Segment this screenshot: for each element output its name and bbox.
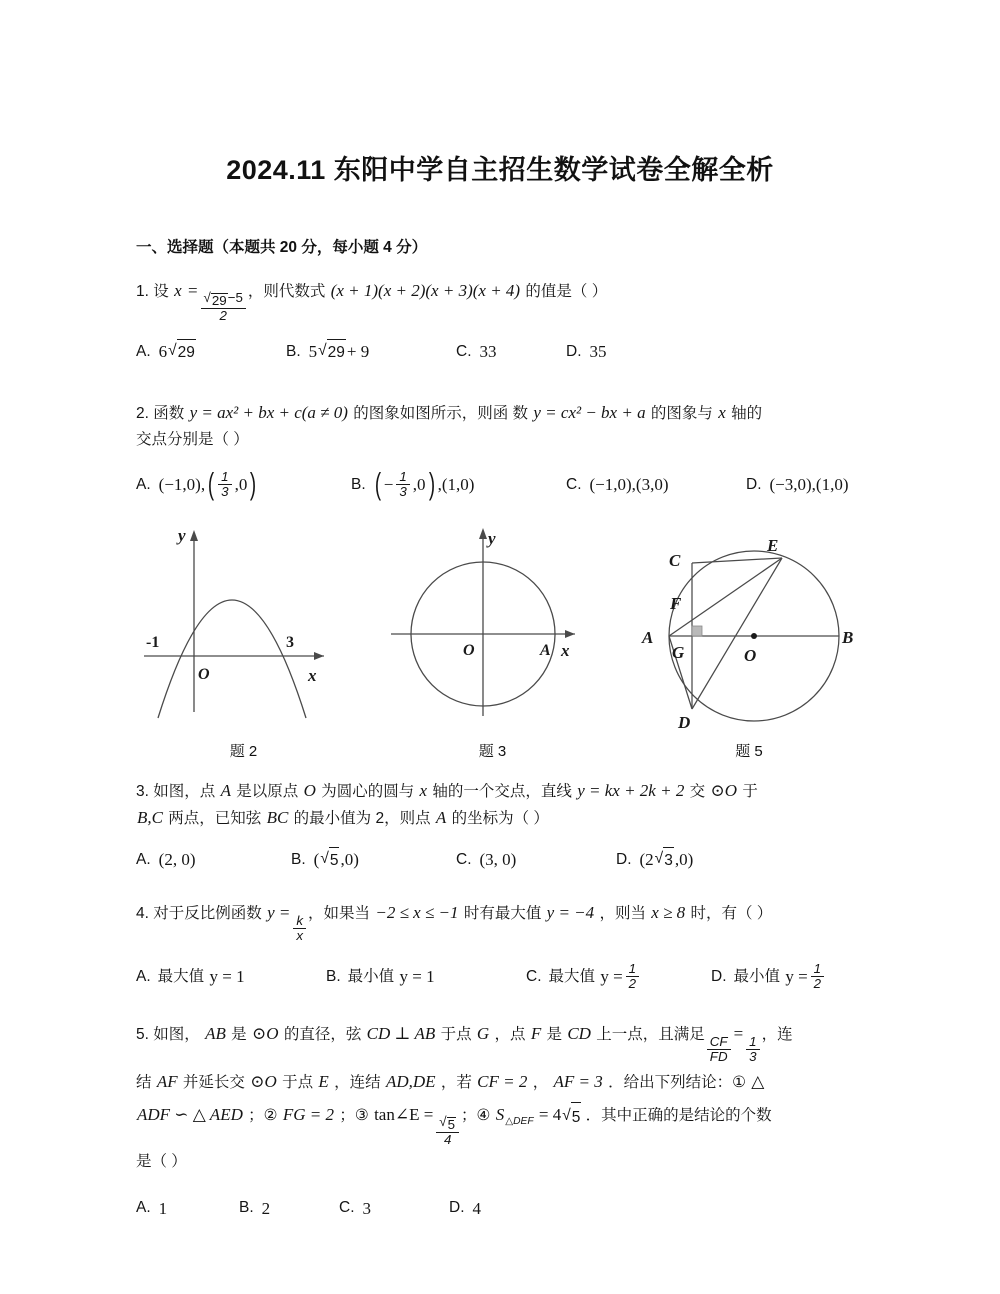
q5-point-g: G xyxy=(476,1024,490,1044)
x-axis-arrow xyxy=(565,630,575,638)
q5-conclusion-4-subscript: △DEF xyxy=(505,1115,534,1127)
sqrt-icon: √ 5 xyxy=(439,1114,456,1132)
q2-function-1: y = ax² + bx + c(a ≠ 0) xyxy=(189,403,348,423)
question-3-stem xyxy=(136,777,864,832)
parabola-curve xyxy=(158,600,306,718)
q3-option-a[interactable]: A. (2, 0) xyxy=(136,849,196,869)
q3-line2c: 的最小值为 2，则点 xyxy=(293,810,431,828)
right-angle-mark xyxy=(692,626,702,636)
figures-row xyxy=(136,516,864,761)
q5-l2a: 结 xyxy=(136,1073,152,1091)
q4-line-c: 时有最大值 xyxy=(463,905,542,923)
q2-line1c: 的图象与 xyxy=(650,405,713,423)
point-e-label: E xyxy=(767,535,779,555)
q5-l3e: ．其中正确的是结论的个数 xyxy=(585,1106,772,1124)
question-3-options xyxy=(136,846,864,874)
center-point-dot xyxy=(751,633,757,639)
q1-equals: = xyxy=(187,281,198,300)
q5-option-a[interactable]: A. 1 xyxy=(136,1198,168,1218)
parabola-diagram xyxy=(136,516,351,731)
origin-label: O xyxy=(463,641,475,659)
q1-lead: 设 xyxy=(153,283,169,300)
q1-option-b[interactable]: B. 5 √ 29 + 9 xyxy=(286,338,456,366)
q4-fraction-k-over-x: $\frac{k}{x}$ xyxy=(293,914,306,944)
q2-option-d[interactable]: D. (−3,0),(1,0) xyxy=(746,475,849,495)
point-f-label: F xyxy=(670,593,682,613)
q5-l2f: ， xyxy=(532,1073,549,1091)
question-4 xyxy=(136,899,864,991)
q3-chord-bc: BC xyxy=(266,808,289,828)
q5-segments-ad-de: AD,DE xyxy=(385,1071,436,1091)
q3-option-d[interactable]: D. (2 √ 3 ,0) xyxy=(616,846,694,874)
q5-l2d: ，连结 xyxy=(334,1073,381,1091)
q2-line2: 交点分别是（ ） xyxy=(136,430,249,448)
q5-l1g: 上一点，且满足 xyxy=(596,1026,705,1044)
q5-l1a: 如图， xyxy=(153,1026,200,1044)
q5-l2b: 并延长交 xyxy=(182,1073,245,1091)
q5-cf-value: CF = 2 xyxy=(477,1071,528,1091)
q3-line2d: 的坐标为（ ） xyxy=(451,810,549,828)
q3-number: 3. xyxy=(136,782,149,800)
q5-chord-cd: CD xyxy=(567,1024,591,1044)
q3-line1f: 于 xyxy=(742,782,758,800)
q4-line-a: 对于反比例函数 xyxy=(153,905,262,923)
figure-2-caption: 题 2 xyxy=(229,742,258,760)
circle-axes-diagram xyxy=(385,516,600,731)
q1-option-a[interactable]: A. 6 √ 29 xyxy=(136,338,286,366)
question-1 xyxy=(136,277,864,365)
q5-l2e: ，若 xyxy=(440,1073,472,1091)
q3-line1b: 是以原点 xyxy=(236,782,299,800)
question-4-stem xyxy=(136,899,864,943)
segment-CE xyxy=(692,558,782,563)
q2-line1d: 轴的 xyxy=(731,405,763,423)
question-1-stem xyxy=(136,277,864,324)
q2-option-a[interactable]: A. (−1,0), ( $\frac{1}{3}$ ,0 ) xyxy=(136,467,257,501)
section-heading: 一、选择题（本题共 20 分，每小题 4 分） xyxy=(136,239,428,256)
q5-ratio-value: $\frac{1}{3}$ xyxy=(746,1035,759,1065)
q4-range-1: −2 ≤ x ≤ −1 xyxy=(375,903,459,923)
segment-AE xyxy=(669,558,782,636)
q4-option-c[interactable]: C. 最大值 y = $\frac{1}{2}$ xyxy=(526,962,711,992)
q2-var-x: x xyxy=(718,403,726,423)
q3-line-equation: y = kx + 2k + 2 xyxy=(577,780,685,800)
y-axis-arrow xyxy=(479,528,487,539)
q3-point-o: O xyxy=(303,780,316,800)
figure-question-5 xyxy=(634,516,864,761)
q3-line2b: 两点，已知弦 xyxy=(168,810,262,828)
q5-l1d: 于点 xyxy=(440,1026,472,1044)
q5-point-f: F xyxy=(530,1024,542,1044)
question-1-options xyxy=(136,338,864,366)
q2b-tuple: ( − $\frac{1}{3}$ ,0 ) xyxy=(374,467,435,501)
q3-line1c: 为圆心的圆与 xyxy=(321,782,415,800)
figure-question-2 xyxy=(136,516,351,761)
question-2 xyxy=(136,399,864,499)
q5-circle-o: ⊙O xyxy=(252,1024,279,1044)
origin-label: O xyxy=(198,665,210,683)
q5-l1b: 是 xyxy=(231,1026,247,1044)
question-5-stem: 5. 如图， AB 是 ⊙O 的直径，弦 CD ⊥ AB 于点 G ，点 F 是 CD 上一点，且满足 $\frac{CF}{FD}$ = $\frac{1}{3}$ ，连 结 AF 并延长交 ⊙O 于点 E ，连结 AD,DE ，若 CF = 2 ， AF = 3 ．给出下列结论：① △ ADF ∽ △ AED ；② FG = 2 ；③ tan∠E = √ 5 4 ；④ $S_{\triangle DEF} = 4$ √ 5 ．其中正确的是结论的个数 是（ ） xyxy=(136,1024,793,1171)
q4-range-2: x ≥ 8 xyxy=(651,903,686,923)
q5-cd-perp-ab: CD ⊥ AB xyxy=(366,1024,436,1044)
q3-points-bc: B,C xyxy=(137,808,163,828)
point-b-label: B xyxy=(842,627,854,647)
sqrt-icon: √ 3 xyxy=(655,846,674,874)
sqrt-icon: √ 5 xyxy=(320,846,339,874)
x-axis-label: x xyxy=(561,640,570,660)
q5-l3b: ；② xyxy=(248,1106,278,1124)
q5-l2c: 于点 xyxy=(282,1073,314,1091)
y-axis-label: y xyxy=(488,528,496,548)
q5-l4: 是（ ） xyxy=(136,1153,187,1171)
q5-point-e: E xyxy=(318,1071,329,1091)
x-axis-arrow xyxy=(314,652,324,660)
sqrt-icon: √ 29 xyxy=(203,290,227,308)
q1-fraction-numerator: √ 29 −5 xyxy=(201,291,246,309)
page-title: 2024.11 东阳中学自主招生数学试卷全解全析 xyxy=(226,155,774,185)
circle-geometry-diagram xyxy=(634,516,864,731)
question-4-options xyxy=(136,962,864,992)
y-axis-label: y xyxy=(178,525,186,545)
question-5-options xyxy=(136,1192,864,1225)
q5-conclusion-1: ADF ∽ △ AED xyxy=(137,1104,243,1124)
point-a-label: A xyxy=(540,641,551,659)
q5-l1h: ，连 xyxy=(761,1026,793,1044)
q3-line1d: 轴的一个交点，直线 xyxy=(432,782,572,800)
q4-option-a[interactable]: A. 最大值 y = 1 xyxy=(136,966,245,986)
q5-conclusion-3-fraction: √ 5 4 xyxy=(436,1115,459,1147)
q4-number: 4. xyxy=(136,905,149,923)
root-left-label: -1 xyxy=(146,633,160,651)
q4c-fraction: $\frac{1}{2}$ xyxy=(626,962,639,992)
q3-line1a: 如图，点 xyxy=(153,782,216,800)
q5-l1e: ，点 xyxy=(494,1026,526,1044)
q5-l3c: ；③ xyxy=(339,1106,369,1124)
question-3 xyxy=(136,777,864,874)
q3-option-b[interactable]: B. ( √ 5 ,0) xyxy=(291,846,456,874)
q5-l1f: 是 xyxy=(546,1026,563,1044)
q3-line1e: 交 xyxy=(689,782,706,800)
q4-line-e: 时，有（ ） xyxy=(690,905,773,923)
q4-line-d: ，则当 xyxy=(599,905,646,923)
triangle-icon: △ xyxy=(751,1071,765,1091)
q3-point-a2: A xyxy=(435,808,447,828)
q5-conclusion-2: FG = 2 xyxy=(282,1104,335,1124)
figure-question-3 xyxy=(385,516,600,761)
q4d-fraction: $\frac{1}{2}$ xyxy=(811,962,824,992)
sqrt-icon: √ 29 xyxy=(318,338,346,366)
figure-5-caption: 题 5 xyxy=(735,742,763,760)
figure-3-caption: 题 3 xyxy=(478,742,507,760)
q5-option-b[interactable]: B. 2 xyxy=(239,1198,271,1218)
q5-l2g: ．给出下列结论：① xyxy=(608,1073,746,1091)
q1-option-d[interactable]: D. 35 xyxy=(566,341,607,361)
q2-number: 2. xyxy=(136,405,149,423)
segment-DE xyxy=(692,558,782,709)
q2-function-2: y = cx² − bx + a xyxy=(533,403,646,423)
q5-ratio-cf-fd: $\frac{CF}{FD}$ xyxy=(707,1035,731,1065)
x-axis-label: x xyxy=(308,665,317,685)
q1-number: 1. xyxy=(136,283,149,300)
q1-tail: 的值是（ ） xyxy=(525,283,608,300)
q2a-tuple: ( $\frac{1}{3}$ ,0 ) xyxy=(207,467,257,501)
q2-option-b[interactable]: B. ( − $\frac{1}{3}$ ,0 ) ,(1,0) xyxy=(351,467,475,501)
q5-circle-o-2: ⊙O xyxy=(250,1071,277,1091)
q2-option-c[interactable]: C. (−1,0),(3,0) xyxy=(566,475,669,495)
q5-conclusion-4-s: S xyxy=(495,1104,505,1124)
q5-l3d: ；④ xyxy=(461,1106,491,1124)
point-c-label: C xyxy=(669,550,681,570)
q5-conclusion-3-pre: tan∠E = xyxy=(374,1104,434,1124)
sqrt-icon: √ 5 xyxy=(562,1101,581,1134)
point-g-label: G xyxy=(672,642,685,662)
q5-number: 5. xyxy=(136,1026,149,1044)
q1-variable: x xyxy=(174,281,182,300)
q4-function-y: y = xyxy=(267,903,291,923)
point-d-label: D xyxy=(678,712,691,731)
q5-af-value: AF = 3 xyxy=(553,1071,603,1091)
q1-mid: ，则代数式 xyxy=(247,283,326,300)
root-right-label: 3 xyxy=(286,633,294,651)
q1-option-c[interactable]: C. 33 xyxy=(456,341,497,361)
q2-line1b: 的图象如图所示，则函 数 xyxy=(353,405,529,423)
q5-option-c[interactable]: C. 3 xyxy=(339,1198,371,1218)
question-5 xyxy=(136,1017,864,1224)
q1-product: (x + 1)(x + 2)(x + 3)(x + 4) xyxy=(330,281,521,300)
q2-line1a: 函数 xyxy=(153,405,185,423)
q3-option-c[interactable]: C. (3, 0) xyxy=(456,849,517,869)
sqrt-icon: √ 29 xyxy=(168,338,196,366)
q3-circle-o: ⊙O xyxy=(710,780,737,800)
question-2-options xyxy=(136,467,864,501)
q5-option-d[interactable]: D. 4 xyxy=(449,1198,481,1218)
point-o-label: O xyxy=(744,645,757,665)
q5-segment-ab: AB xyxy=(205,1024,226,1044)
q4-max-value: y = −4 xyxy=(546,903,595,923)
q5-segment-af: AF xyxy=(156,1071,178,1091)
q5-l1c: 的直径，弦 xyxy=(283,1026,362,1044)
q1-fraction-denominator: 2 xyxy=(219,308,227,324)
question-2-stem xyxy=(136,399,864,452)
q3-var-x: x xyxy=(419,780,428,800)
y-axis-arrow xyxy=(190,530,198,541)
q4-option-b[interactable]: B. 最小值 y = 1 xyxy=(326,966,435,986)
point-a-label: A xyxy=(642,627,654,647)
q4-line-b: ，如果当 xyxy=(308,905,371,923)
q1-fraction xyxy=(201,291,246,323)
q3-point-a: A xyxy=(220,780,231,800)
q4-option-d[interactable]: D. 最小值 y = $\frac{1}{2}$ xyxy=(711,962,826,992)
